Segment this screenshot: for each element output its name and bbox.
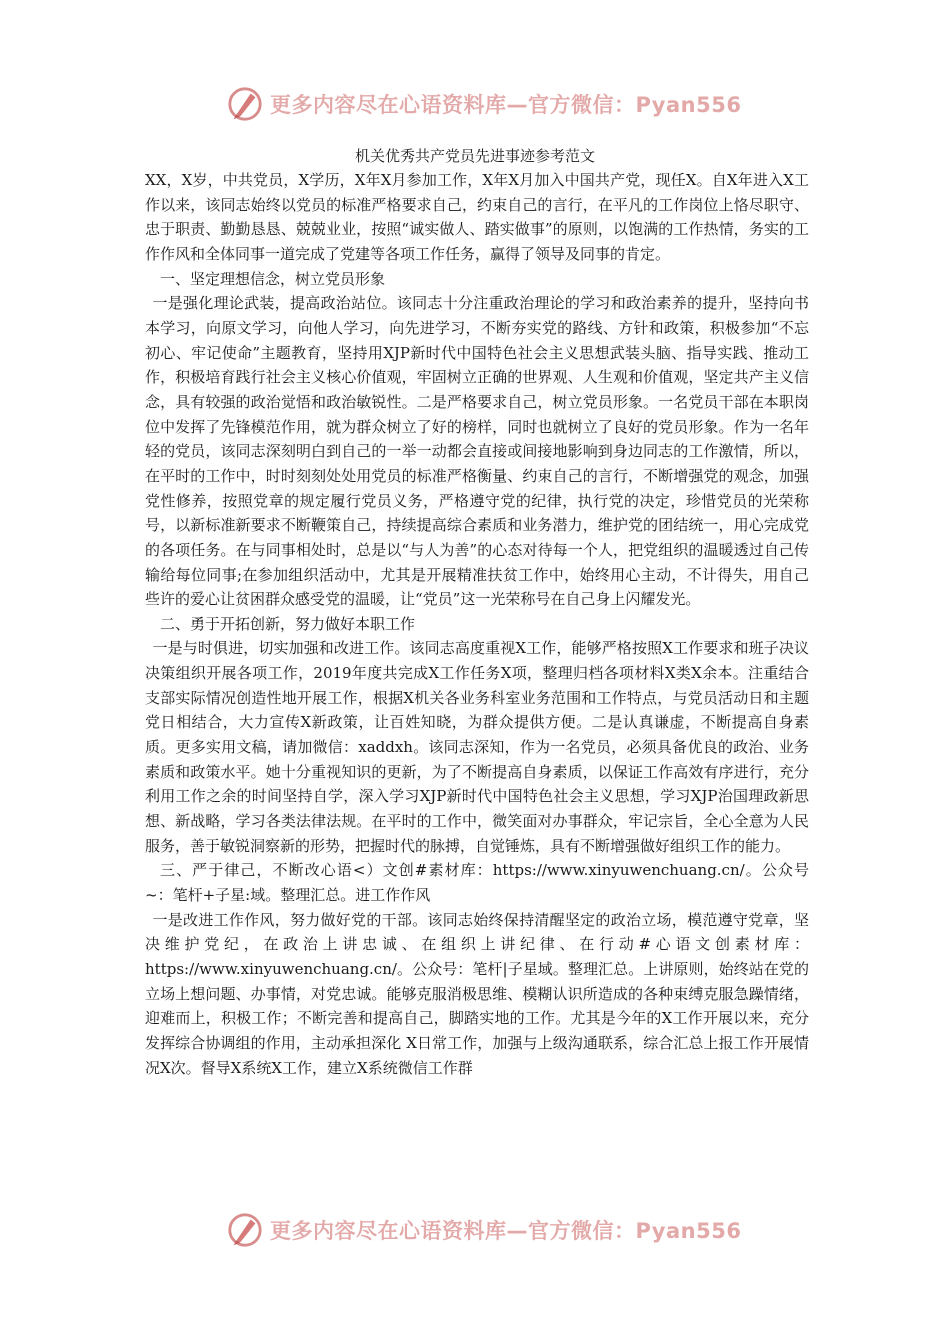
watermark-text: 更多内容尽在心语资料库—官方微信：Pyan556 xyxy=(270,1219,742,1243)
document-title: 机关优秀共产党员先进事迹参考范文 xyxy=(354,147,595,165)
section-heading-1: 一、坚定理想信念，树立党员形象 xyxy=(160,269,386,288)
pen-nib-circle-icon xyxy=(226,1211,264,1249)
section-2-paragraph: 一是与时俱进，切实加强和改进工作。该同志高度重视X工作，能够严格按照X工作要求和班子决议决策组织开展各项工作，2019年度共完成X工作任务X项，整理归档各项材料X类X余本。注重结合支部实际情况创造性地开展工作，根据X机关各业务科室业务范围和工作特点，与党员活动日和主题党日相结合，大力宣传X新政策，让百姓知晓，为群众提供方便。二是认真谦虚，不断提高自身素质。更多实用文稿，请加微信：xaddxh。该同志深知，作为一名党员，必须具备优良的政治、业务素质和政策水平。她十分重视知识的更新，为了不断提高自身素质，以保证工作高效有序进行，充分利用工作之余的时间坚持自学，深入学习XJP新时代中国特色社会主义思想，学习XJP治国理政新思想、新战略，学习各类法律法规。在平时的工作中，微笑面对办事群众，牢记宗旨，全心全意为人民服务，善于敏锐洞察新的形势，把握时代的脉搏，自觉锤炼，具有不断增强做好组织工作的能力。 xyxy=(145,639,809,855)
watermark-banner-top xyxy=(226,82,746,126)
pen-nib-circle-icon xyxy=(226,85,264,123)
section-1-paragraph: 一是强化理论武装，提高政治站位。该同志十分注重政治理论的学习和政治素养的提升，坚持向书本学习，向原文学习，向他人学习，向先进学习，不断夯实党的路线、方针和政策，积极参加“不忘初心、牢记使命”主题教育，坚持用XJP新时代中国特色社会主义思想武装头脑、指导实践、推动工作，积极培育践行社会主义核心价值观，牢固树立正确的世界观、人生观和价值观，坚定共产主义信念，具有较强的政治觉悟和政治敏锐性。二是严格要求自己，树立党员形象。一名党员干部在本职岗位中发挥了先锋模范作用，就为群众树立了好的榜样，同时也就树立了良好的党员形象。作为一名年轻的党员，该同志深刻明白到自己的一举一动都会直接或间接地影响到身边同志的工作激情，所以，在平时的工作中，时时刻刻处处用党员的标准严格衡量、约束自己的言行，不断增强党的观念，加强党性修养，按照党章的规定履行党员义务，严格遵守党的纪律，执行党的决定，珍惜党员的光荣称号，以新标准新要求不断鞭策自己，持续提高综合素质和业务潜力，维护党的团结统一，用心完成党的各项任务。在与同事相处时，总是以“与人为善”的心态对待每一个人，把党组织的温暖透过自己传输给每位同事;在参加组织活动中，尤其是开展精准扶贫工作中，始终用心主动，不计得失，用自己些许的爱心让贫困群众感受党的温暖，让“党员”这一光荣称号在自己身上闪耀发光。 xyxy=(145,294,809,609)
section-heading-2: 二、勇于开拓创新，努力做好本职工作 xyxy=(160,614,416,633)
intro-paragraph: XX，X岁，中共党员，X学历，X年X月参加工作，X年X月加入中国共产党，现任X。自X年进入X工作以来，该同志始终以党员的标准严格要求自己，约束自己的言行，在平凡的工作岗位上恪尽职守、忠于职责、勤勤恳恳、兢兢业业，按照“诚实做人、踏实做事”的原则，以饱满的工作热情，务实的工作作风和全体同事一道完成了党建等各项工作任务，赢得了领导及同事的肯定。 xyxy=(145,171,809,263)
document-body xyxy=(145,168,809,1080)
watermark-text: 更多内容尽在心语资料库—官方微信：Pyan556 xyxy=(270,93,742,117)
watermark-banner-bottom xyxy=(226,1208,746,1252)
section-3-paragraph: 一是改进工作作风，努力做好党的干部。该同志始终保持清醒坚定的政治立场，模范遵守党章，坚决维护党纪，在政治上讲忠诚、在组织上讲纪律、在行动#心语文创素材库：https://www.xinyuwenchuang.cn/。公众号：笔杆|子星域。整理汇总。上讲原则，始终站在党的立场上想问题、办事情，对党忠诚。能够克服消极思维、模糊认识所造成的各种束缚克服急躁情绪，迎难而上，积极工作；不断完善和提高自己，脚踏实地的工作。尤其是今年的X工作开展以来，充分发挥综合协调组的作用，主动承担深化 X日常工作，加强与上级沟通联系，综合汇总上报工作开展情况X次。督导X系统X工作，建立X系统微信工作群 xyxy=(145,910,809,1077)
section-heading-3: 三、严于律己，不断改心语<）文创#素材库：https://www.xinyuwenchuang.cn/。公众号~：笔杆+子星:域。整理汇总。进工作作风 xyxy=(145,861,809,905)
